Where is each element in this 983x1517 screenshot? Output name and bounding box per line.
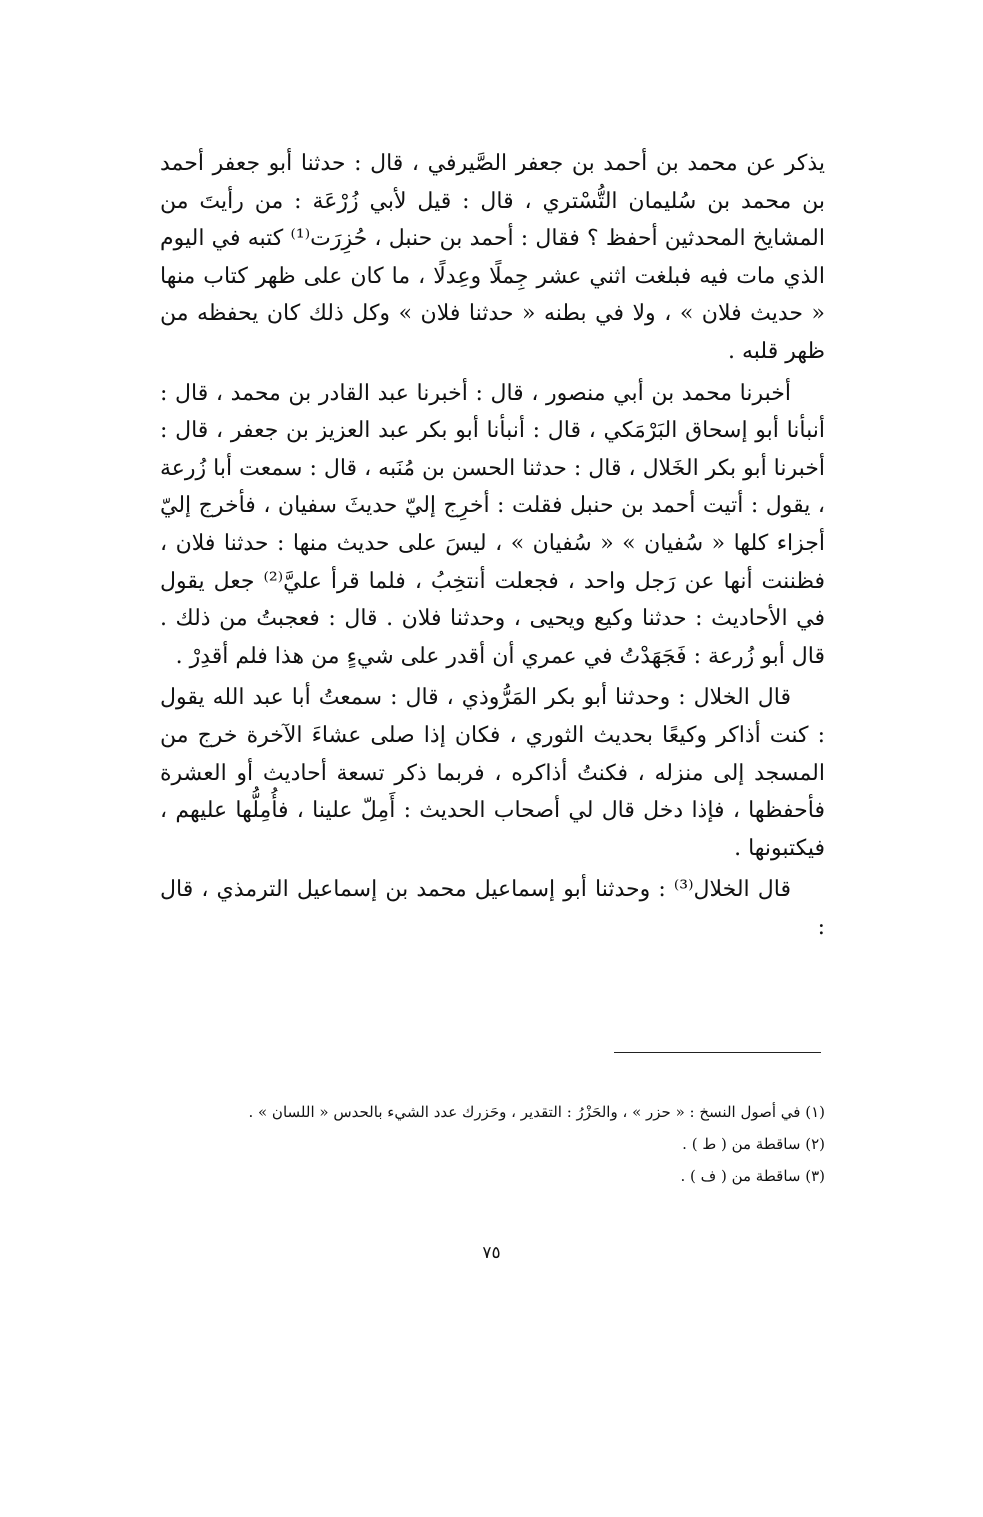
paragraph-2: أخبرنا محمد بن أبي منصور ، قال : أخبرنا عبد القادر بن محمد ، قال : أنبأنا أبو إسحاق البَرْمَكي ، قال : أنبأنا أبو بكر عبد العزيز بن جعفر ، قال : أخبرنا أبو بكر الخَلال ، قال : حدثنا الحسن بن مُنَبه ، قال : سمعت أبا زُرعة ، يقول : أتيت أحمد بن حنبل فقلت : أخرِج إليّ حديثَ سفيان ، فأخرج إليّ أجزاء كلها « سُفيان » « سُفيان » ، ليسَ على حديث منها : حدثنا فلان ، فظننت أنها عن رَجل واحد ، فجعلت أنتخِبُ ، فلما قرأ عليَّ⁽²⁾ جعل يقول في الأحاديث : حدثنا وكيع ويحيى ، وحدثنا فلان . قال : فعجبتُ من ذلك . قال أبو زُرعة : فَجَهَدْتُ في عمري أن أقدر على شيءٍ من هذا فلم أقدِرْ . [160, 380, 826, 669]
footnote-2: (٢) ساقطة من ( ط ) . [682, 1135, 825, 1153]
footnote-1: (١) في أصول النسخ : « حزر » ، والحَزْرُ : التقدير ، وحَزرك عدد الشيء بالحدس « اللسان » . [248, 1103, 825, 1121]
paragraph-3: قال الخلال : وحدثنا أبو بكر المَرُّوذي ، قال : سمعتُ أبا عبد الله يقول : كنت أذاكر وكيعًا بحديث الثوري ، فكان إذا صلى عشاءَ الآخرة خرج من المسجد إلى منزله ، فكنتُ أذاكره ، فربما ذكر تسعة أحاديث أو العشرة فأحفظها ، فإذا دخل قال لي أصحاب الحديث : أَمِلّ علينا ، فأُمِلُّها عليهم ، فيكتبونها . [160, 685, 825, 861]
paragraph-4: قال الخلال⁽³⁾ : وحدثنا أبو إسماعيل محمد بن إسماعيل الترمذي ، قال : [160, 877, 825, 940]
footnote-3: (٣) ساقطة من ( ف ) . [680, 1167, 825, 1185]
paragraph-1: يذكر عن محمد بن أحمد بن جعفر الصَّيرفي ، قال : حدثنا أبو جعفر أحمد بن محمد بن سُليمان التُّسْتري ، قال : قيل لأبي زُرْعَة : من رأيتَ من المشايخ المحدثين أحفظ ؟ فقال : أحمد بن حنبل ، حُزِرَت⁽¹⁾ كتبه في اليوم الذي مات فيه فبلغت اثني عشر جِملًا وعِدلًا ، ما كان على ظهر كتاب منها « حديث فلان » ، ولا في بطنه « حدثنا فلان » وكل ذلك كان يحفظه من ظهر قلبه . [160, 151, 825, 364]
main-text [160, 145, 825, 950]
footnotes [160, 1096, 825, 1192]
page-number: ٧٥ [482, 1243, 501, 1263]
footnote-divider [614, 1052, 821, 1053]
